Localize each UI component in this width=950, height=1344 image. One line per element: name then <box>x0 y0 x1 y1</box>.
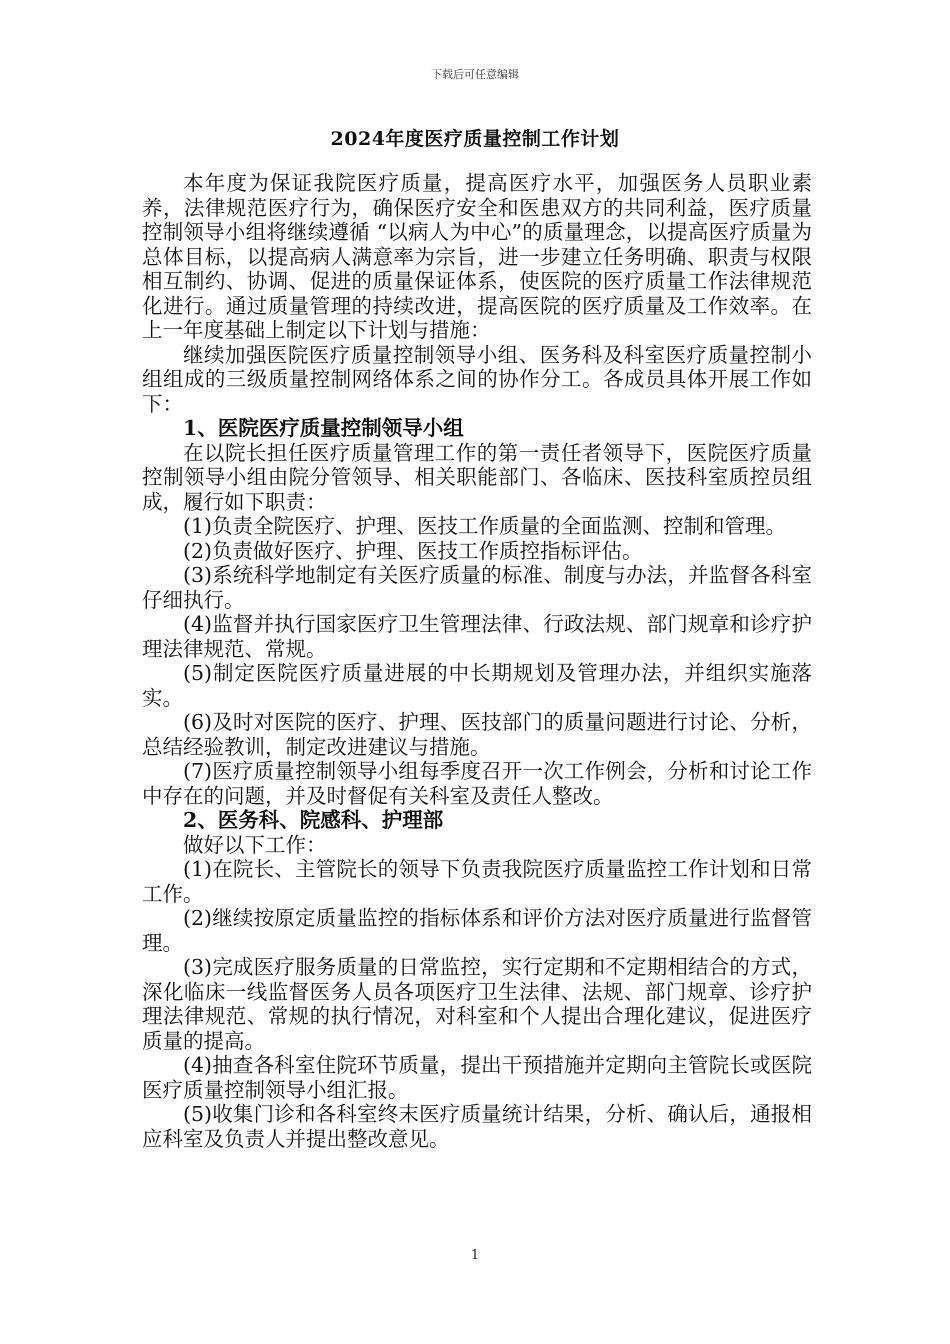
section-lead: 做好以下工作： <box>183 832 327 857</box>
section-heading: 1、医院医疗质量控制领导小组 <box>183 416 464 440</box>
section-heading: 2、医务科、院感科、护理部 <box>183 808 444 832</box>
duty-item: (1)负责全院医疗、护理、医技工作质量的全面监测、控制和管理。 <box>183 514 787 538</box>
intro-paragraph: 本年度为保证我院医疗质量，提高医疗水平，加强医务人员职业素养，法律规范医疗行为，确保医疗安全和医患双方的共同利益，医疗质量控制领导小组将继续遵循 “以病人为中心”的质量理念，以提高医疗质量为总体目标，以提高病人满意率为宗旨，进一步建立任务明确、职责与权限相互制约、协调、促进的质量保证体系，使医院的医疗质量工作法律规范化进行。通过质量管理的持续改进，提高医院的医疗质量及工作效率。在上一年度基础上制定以下计划与措施： <box>142 171 812 342</box>
duty-item: (4)抽查各科室住院环节质量，提出干预措施并定期向主管院长或医院医疗质量控制领导小组汇报。 <box>142 1053 812 1102</box>
duty-item: (3)完成医疗服务质量的日常监控，实行定期和不定期相结合的方式，深化临床一线监督医务人员各项医疗卫生法律、法规、部门规章、诊疗护理法律规范、常规的执行情况，对科室和个人提出合理化建议，促进医疗质量的提高。 <box>142 955 812 1053</box>
page-number: 1 <box>470 1248 480 1263</box>
intro-paragraph: 继续加强医院医疗质量控制领导小组、医务科及科室医疗质量控制小组组成的三级质量控制网络体系之间的协作分工。各成员具体开展工作如下： <box>142 342 812 416</box>
duty-item: (2)负责做好医疗、护理、医技工作质控指标评估。 <box>183 538 643 563</box>
header-note: 下载后可任意编辑 <box>431 68 519 81</box>
document-title: 2024年度医疗质量控制工作计划 <box>330 128 620 150</box>
duty-item: (2)继续按原定质量监控的指标体系和评价方法对医疗质量进行监督管理。 <box>142 906 812 955</box>
section-lead: 在以院长担任医疗质量管理工作的第一责任者领导下，医院医疗质量控制领导小组由院分管领导、相关职能部门、各临床、医技科室质控员组成，履行如下职责： <box>142 440 812 514</box>
duty-item: (5)收集门诊和各科室终末医疗质量统计结果，分析、确认后，通报相应科室及负责人并提出整改意见。 <box>142 1102 812 1151</box>
duty-item: (4)监督并执行国家医疗卫生管理法律、行政法规、部门规章和诊疗护理法律规范、常规。 <box>142 612 812 661</box>
duty-item: (3)系统科学地制定有关医疗质量的标准、制度与办法，并监督各科室仔细执行。 <box>142 563 812 612</box>
duty-item: (5)制定医院医疗质量进展的中长期规划及管理办法，并组织实施落实。 <box>142 661 812 710</box>
duty-item: (6)及时对医院的医疗、护理、医技部门的质量问题进行讨论、分析，总结经验教训，制定改进建议与措施。 <box>142 710 812 759</box>
duty-item: (7)医疗质量控制领导小组每季度召开一次工作例会，分析和讨论工作中存在的问题，并及时督促有关科室及责任人整改。 <box>142 759 812 808</box>
document-body <box>142 171 812 1151</box>
duty-item: (1)在院长、主管院长的领导下负责我院医疗质量监控工作计划和日常工作。 <box>142 857 812 906</box>
